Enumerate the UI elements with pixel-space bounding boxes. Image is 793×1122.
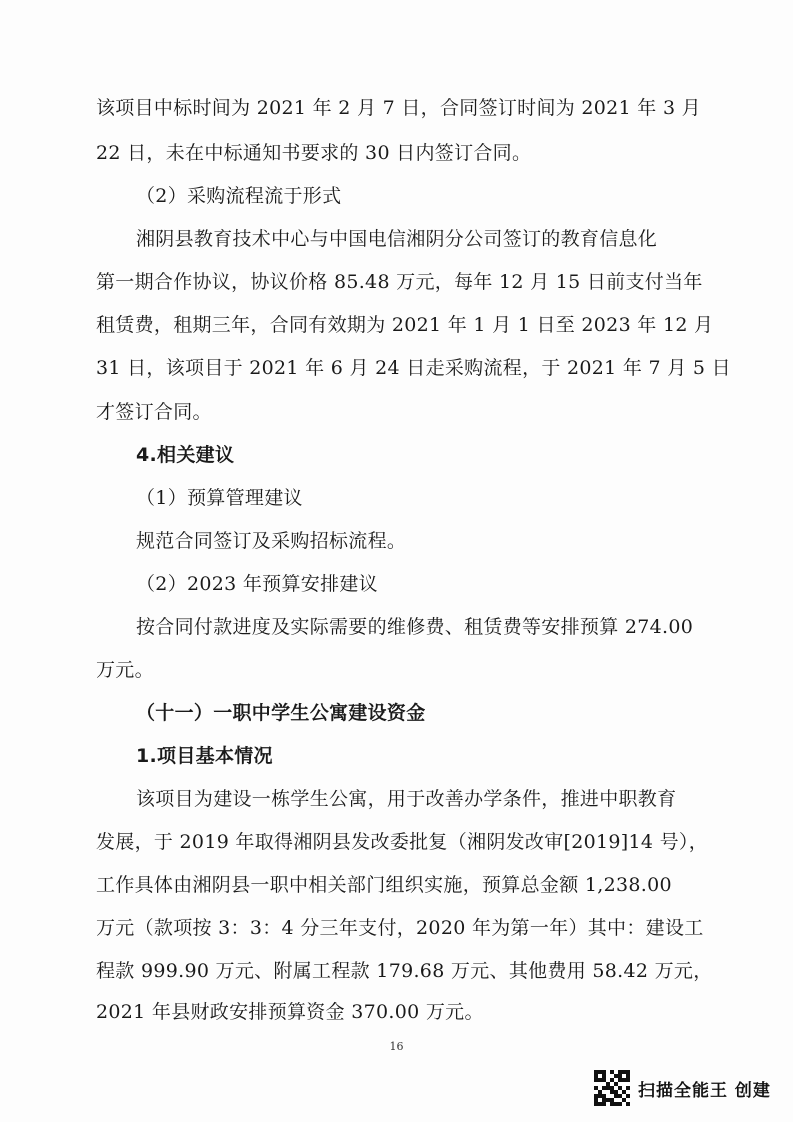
subheading-2023-budget: （2）2023 年预算安排建议 <box>136 573 378 595</box>
body-line-22: 2021 年县财政安排预算资金 370.00 万元。 <box>96 1001 484 1023</box>
body-line-1: 该项目中标时间为 2021 年 2 月 7 日，合同签订时间为 2021 年 3 月 <box>96 97 701 119</box>
section-heading-suggestions: 4.相关建议 <box>136 444 235 466</box>
body-line-18: 发展，于 2019 年取得湘阴县发改委批复（湘阴发改审[2019]14 号）， <box>96 831 709 853</box>
body-line-4: 湘阴县教育技术中心与中国电信湘阴分公司签订的教育信息化 <box>136 228 658 250</box>
body-line-8: 才签订合同。 <box>96 401 212 423</box>
subheading-budget-management: （1）预算管理建议 <box>136 487 303 509</box>
body-line-2: 22 日，未在中标通知书要求的 30 日内签订合同。 <box>96 142 532 164</box>
watermark-text: 扫描全能王 创建 <box>638 1080 771 1101</box>
qr-code-icon <box>594 1070 630 1106</box>
body-line-13: 按合同付款进度及实际需要的维修费、租赁费等安排预算 274.00 <box>136 616 694 638</box>
scanner-watermark <box>594 1068 771 1108</box>
body-line-20: 万元（款项按 3：3：4 分三年支付，2020 年为第一年）其中：建设工 <box>96 917 704 939</box>
body-line-6: 租赁费，租期三年，合同有效期为 2021 年 1 月 1 日至 2023 年 12 月 <box>96 314 714 336</box>
body-line-21: 程款 999.90 万元、附属工程款 179.68 万元、其他费用 58.42 万元， <box>96 960 713 982</box>
page-number: 16 <box>389 1040 404 1053</box>
body-line-17: 该项目为建设一栋学生公寓，用于改善办学条件，推进中职教育 <box>136 788 677 810</box>
subheading-procurement: （2）采购流程流于形式 <box>136 185 342 207</box>
body-line-11: 规范合同签订及采购招标流程。 <box>136 530 407 552</box>
body-line-14: 万元。 <box>96 659 154 681</box>
section-heading-dormitory: （十一）一职中学生公寓建设资金 <box>136 702 426 724</box>
body-line-7: 31 日，该项目于 2021 年 6 月 24 日走采购流程，于 2021 年 7 月 5 日 <box>96 357 731 379</box>
body-line-5: 第一期合作协议，协议价格 85.48 万元，每年 12 月 15 日前支付当年 <box>96 271 703 293</box>
body-line-19: 工作具体由湘阴县一职中相关部门组织实施，预算总金额 1,238.00 <box>96 874 672 896</box>
section-heading-project-basics: 1.项目基本情况 <box>136 745 273 767</box>
